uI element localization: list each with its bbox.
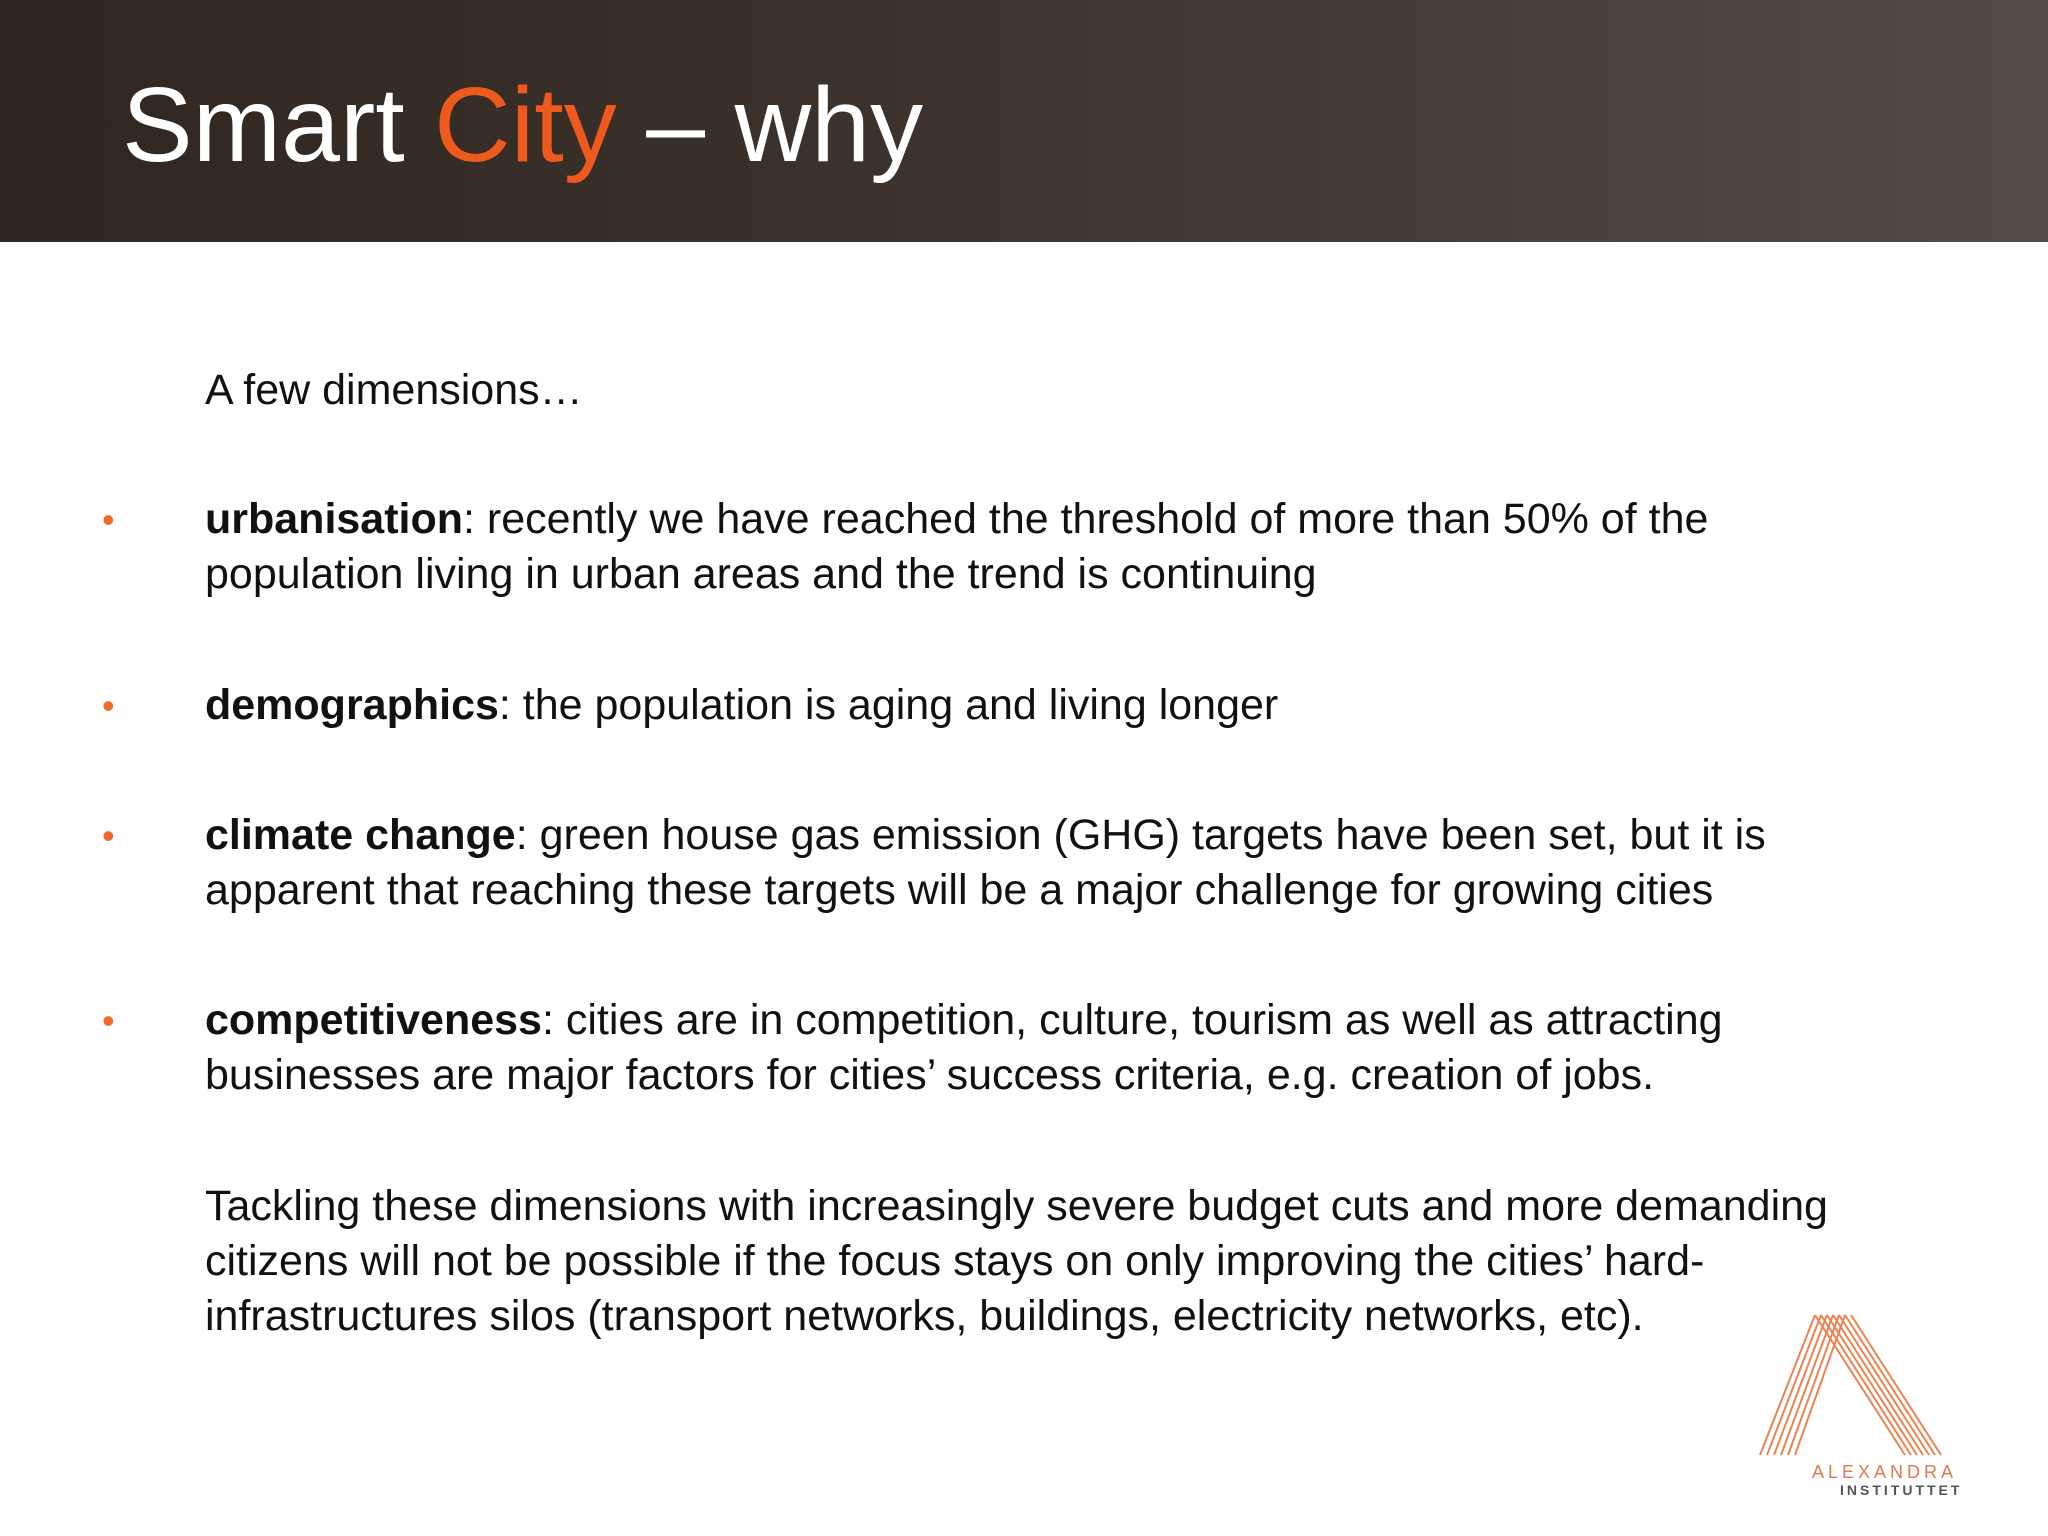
intro-text: A few dimensions…	[205, 366, 583, 414]
title-part-2: – why	[616, 66, 924, 184]
bullet-icon: •	[102, 1000, 115, 1041]
bullet-item-demographics	[205, 678, 1905, 733]
bullet-description: : the population is aging and living longer	[498, 681, 1279, 729]
bullet-description: : cities are in competition, culture, tourism as well as attracting businesses are major factors for cities’ success criteria, e.g. creation of jobs.	[205, 996, 1723, 1099]
page-title	[122, 62, 923, 188]
title-part-1: Smart	[122, 66, 435, 184]
bullet-term: demographics	[205, 681, 499, 729]
bullet-term: urbanisation	[205, 495, 464, 543]
conclusion-text: Tackling these dimensions with increasingly severe budget cuts and more demanding citizens will not be possible if the focus stays on only improving the cities’ hard-infrastructures silos (transport networks, buildings, electricity networks, etc).	[205, 1182, 1828, 1340]
bullet-description: : green house gas emission (GHG) targets have been set, but it is apparent that reaching these targets will be a major challenge for growing cities	[205, 811, 1766, 914]
bullet-icon: •	[102, 685, 115, 726]
bullet-item-urbanisation	[205, 492, 1905, 602]
logo-name: ALEXANDRA	[1812, 1462, 1958, 1482]
logo-subtitle: INSTITUTTET	[1840, 1482, 1963, 1498]
bullet-item-climate-change	[205, 808, 1905, 918]
title-accent-word: City	[434, 66, 617, 184]
bullet-item-competitiveness	[205, 993, 1905, 1103]
bullet-icon: •	[102, 499, 115, 540]
bullet-icon: •	[102, 815, 115, 856]
bullet-term: competitiveness	[205, 996, 542, 1044]
bullet-term: climate change	[205, 811, 516, 859]
title-bar	[0, 0, 2048, 242]
bullet-description: : recently we have reached the threshold of more than 50% of the population living in urban areas and the trend is continuing	[205, 495, 1709, 598]
